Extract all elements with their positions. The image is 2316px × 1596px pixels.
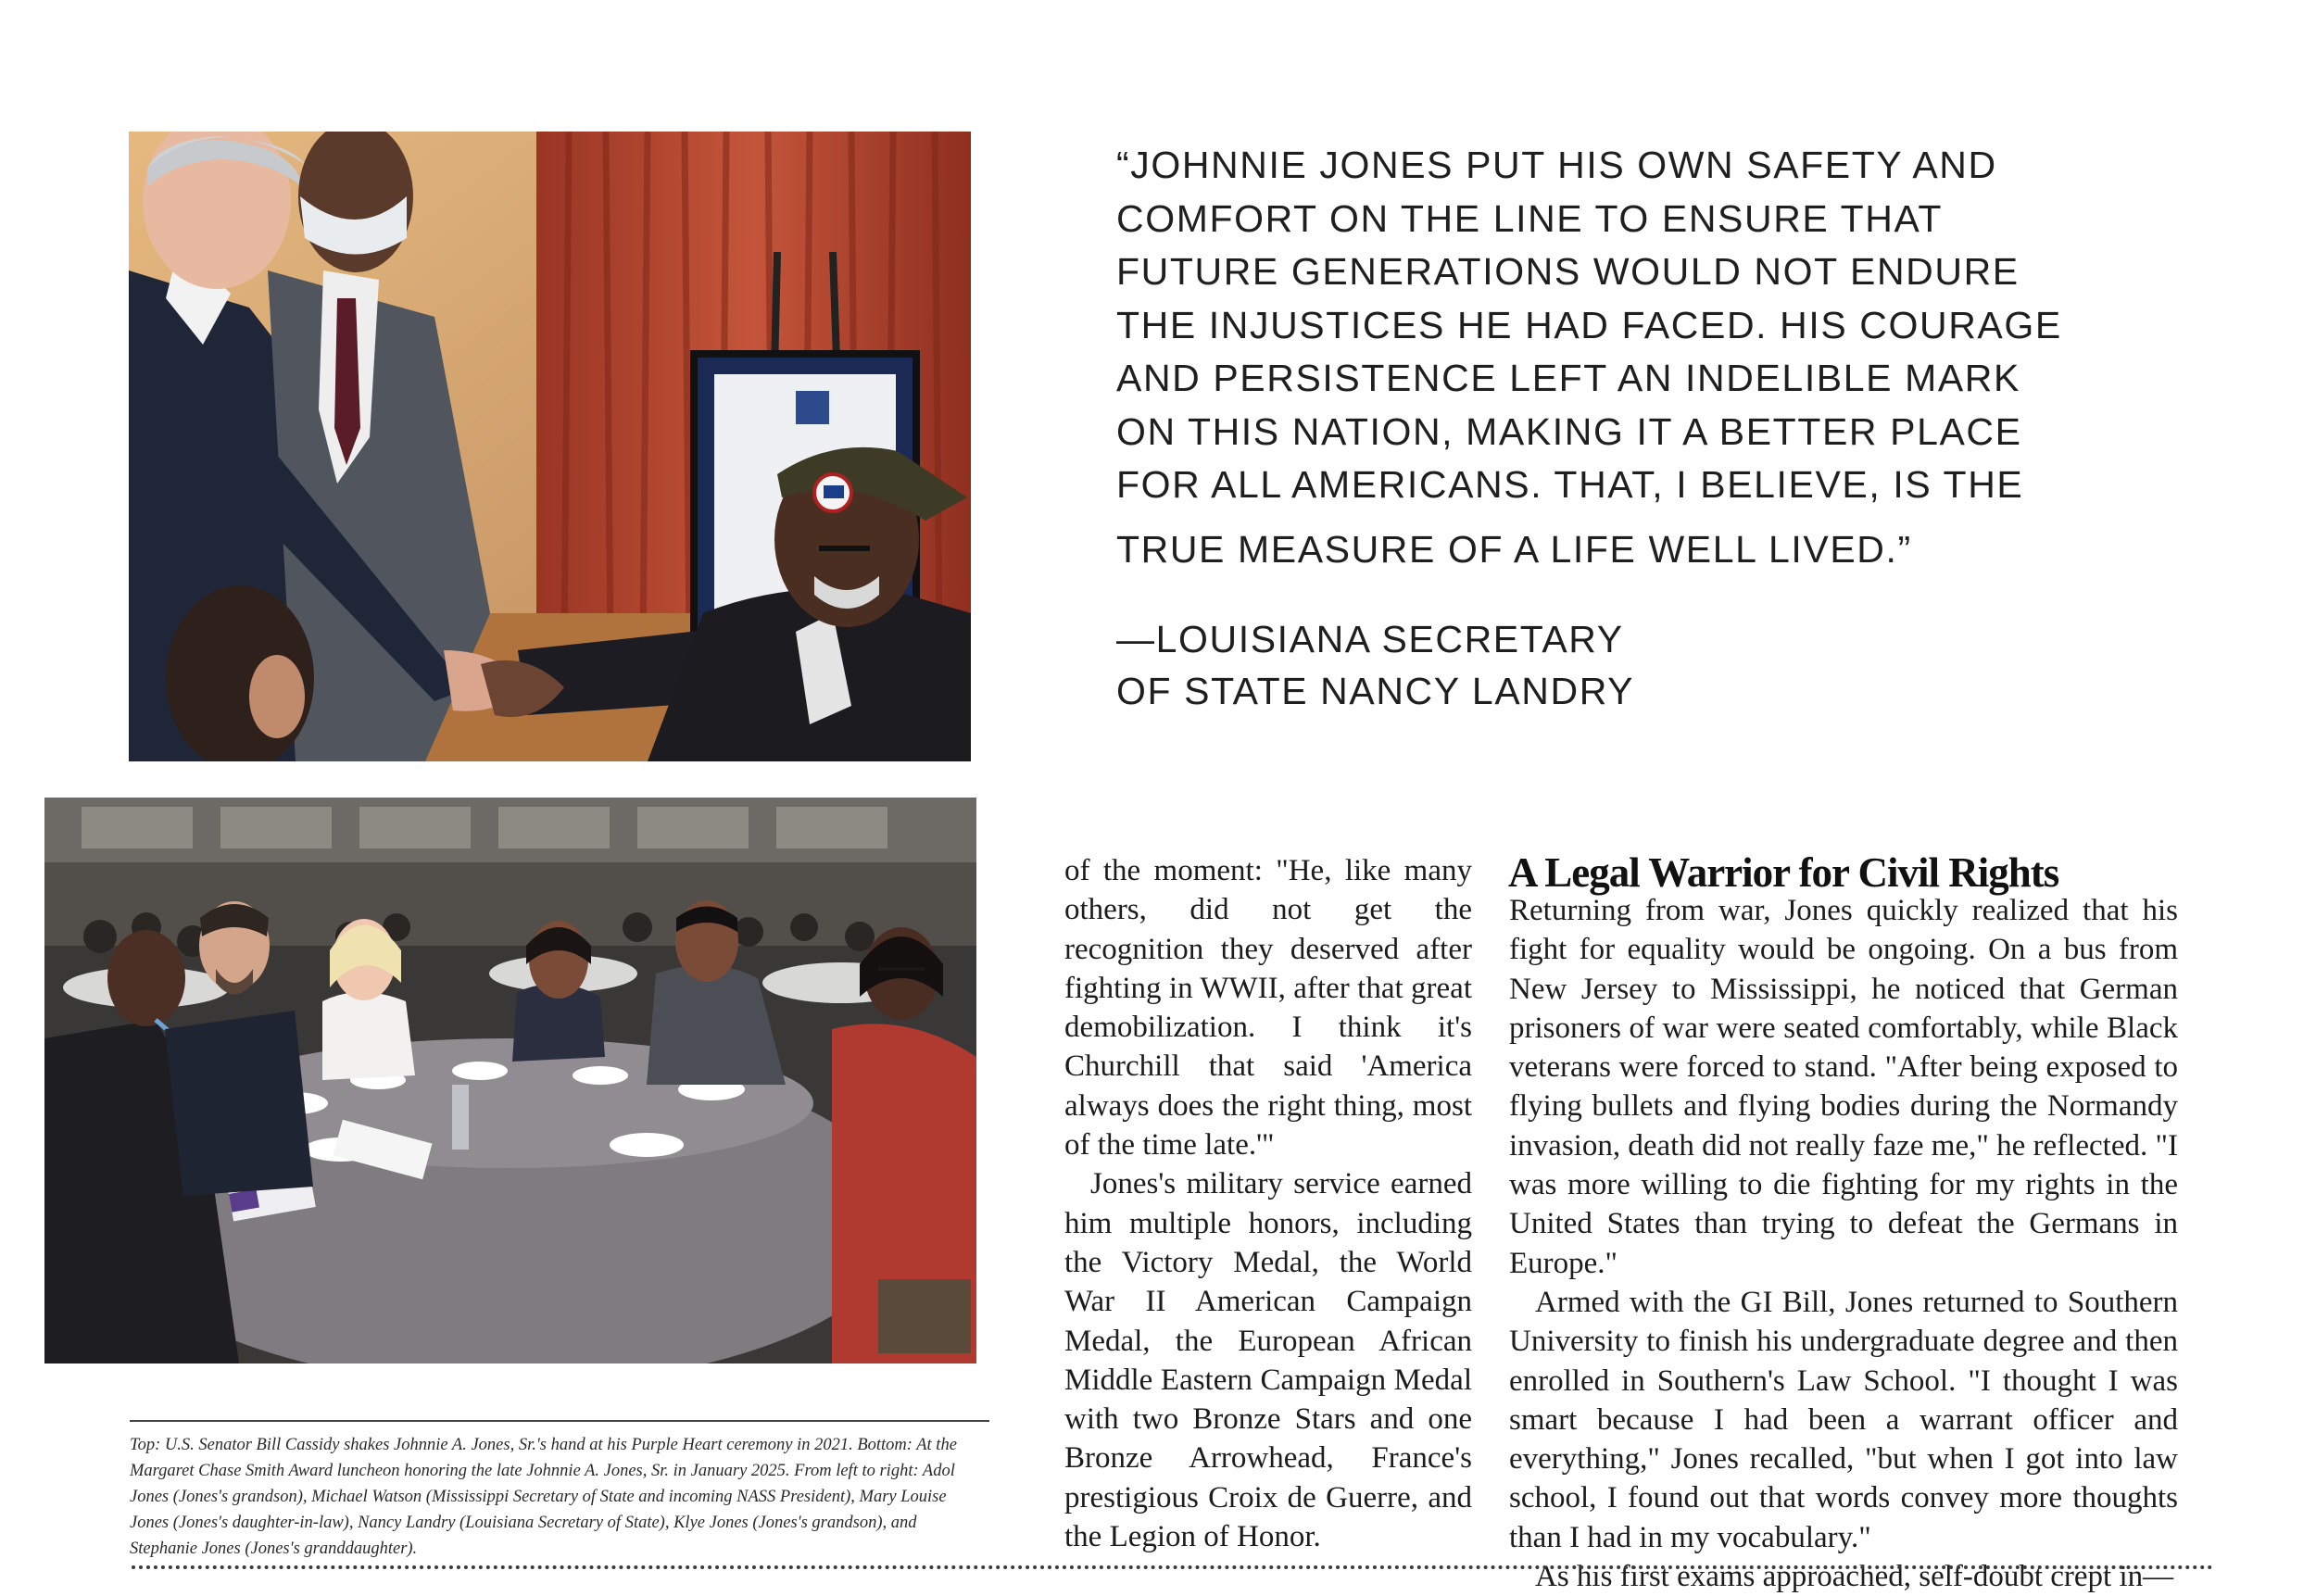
quote-line: “JOHNNIE JONES PUT HIS OWN SAFETY AND [1116,144,1997,186]
quote-line: COMFORT ON THE LINE TO ENSURE THAT [1116,196,1943,240]
article-column-right [1509,891,2178,1596]
quote-line: ON THIS NATION, MAKING IT A BETTER PLACE [1116,409,2022,453]
article-paragraph: Returning from war, Jones quickly realized that his fight for equality would be ongoing. On a bus from New Jersey to Mississippi, he noticed that German prisoners of war were seated comfortably, while Black veterans were forced to stand. "After being exposed to flying bullets and flying bodies during the Normandy invasion, death did not really faze me," he reflected. "I was more willing to die fighting for my rights in the United States than trying to defeat the Germans in Europe." [1509,894,2178,1280]
photo-caption [130,1432,982,1562]
article-paragraph: Armed with the GI Bill, Jones returned to Southern University to finish his undergraduate degree and then enrolled in Southern's Law School. "I thought I was smart because I had been a warrant officer and everything," Jones recalled, "but when I got into law school, I found out that words convey more thoughts than I had in my vocabulary." [1509,1285,2178,1554]
section-heading: A Legal Warrior for Civil Rights [1508,849,2059,896]
quote-line: THE INJUSTICES HE HAD FACED. HIS COURAGE [1116,303,2062,346]
photo-luncheon-table [44,798,976,1364]
pull-quote [1116,139,2117,717]
photo-bottom-illustration [44,798,976,1364]
photo-purple-heart-ceremony [129,132,971,761]
attribution-line: —LOUISIANA SECRETARY [1116,618,1624,660]
quote-line: TRUE MEASURE OF A LIFE WELL LIVED.” [1116,527,1912,571]
caption-text: Top: U.S. Senator Bill Cassidy shakes Johnnie A. Jones, Sr.'s hand at his Purple Heart ceremony in 2021. Bottom: At the Margaret Chase Smith Award luncheon honoring the late Johnnie A. Jones, Sr. in January 2025. From left to right: Adol Jones (Jones's grandson), Michael Watson (Mississippi Secretary of State and incoming NASS President), Mary Louise Jones (Jones's daughter-in-law), Nancy Landry (Louisiana Secretary of State), Klye Jones (Jones's grandson), and Stephanie Jones (Jones's granddaughter). [130,1436,957,1558]
quote-line: FOR ALL AMERICANS. THAT, I BELIEVE, IS THE [1116,463,2024,506]
attribution-line: OF STATE NANCY LANDRY [1116,670,1635,712]
photo-top-illustration [129,132,971,761]
caption-divider [130,1420,989,1422]
quote-line: AND PERSISTENCE LEFT AN INDELIBLE MARK [1116,357,2020,399]
article-paragraph: Jones's military service earned him multiple honors, including the Victory Medal, the World War II American Campaign Medal, the European African Middle Eastern Campaign Medal with two Bronze Stars and one Bronze Arrowhead, France's prestigious Croix de Guerre, and the Legion of Honor. [1064,1167,1472,1554]
page-bottom-dotted-rule [132,1565,2214,1569]
quote-attribution [1116,613,2117,717]
article-paragraph: As his first exams approached, self-doubt crept in— [1535,1560,2174,1594]
article-paragraph: of the moment: "He, like many others, did not get the recognition they deserved after fighting in WWII, after that great demobilization. I think it's Churchill that said 'America always does the right thing, most of the time late.'" [1064,854,1472,1162]
quote-line: FUTURE GENERATIONS WOULD NOT ENDURE [1116,250,2020,293]
article-column-middle [1064,851,1472,1556]
